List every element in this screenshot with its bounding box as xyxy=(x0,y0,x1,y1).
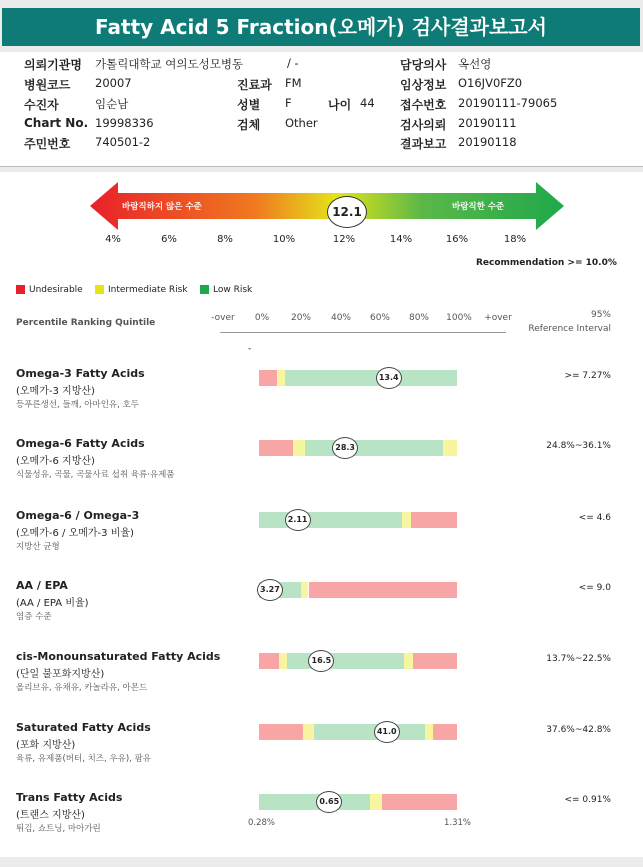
legend-undesirable-label: Undesirable xyxy=(29,285,83,295)
result-marker: 3.27 xyxy=(257,579,283,601)
dept-label: 진료과 xyxy=(237,78,272,92)
intermediate-zone xyxy=(279,653,287,669)
intermediate-zone xyxy=(277,370,285,386)
ref-header-line2: Reference Interval xyxy=(528,324,611,334)
quintile-bar xyxy=(259,653,457,669)
reference-interval: 37.6%~42.8% xyxy=(546,725,611,735)
row-korean-name: (단일 불포화지방산) xyxy=(16,669,105,680)
clinical-value: O16JV0FZ0 xyxy=(458,76,523,90)
age-label: 나이 xyxy=(328,98,352,112)
intermediate-zone xyxy=(303,724,315,740)
row-korean-name: (오메가-3 지방산) xyxy=(16,386,95,397)
quintile-bar xyxy=(259,582,457,598)
gauge-tick-label: 10% xyxy=(272,234,296,245)
report-body xyxy=(0,172,643,857)
undesirable-zone xyxy=(382,794,457,810)
scale-tick-label: -over xyxy=(211,313,235,323)
chart-value: 19998336 xyxy=(95,116,154,130)
collector-label: 수진자 xyxy=(24,98,59,112)
percentile-label: Percentile Ranking Quintile xyxy=(16,318,156,328)
sex-value: F xyxy=(285,96,292,110)
scale-tick-label: 40% xyxy=(330,313,351,323)
row-title: Omega-3 Fatty Acids xyxy=(16,367,145,380)
reference-interval: 24.8%~36.1% xyxy=(546,441,611,451)
undesirable-swatch xyxy=(16,285,25,294)
specimen-value: Other xyxy=(285,116,318,130)
age-value: 44 xyxy=(360,96,375,110)
result-marker: 16.5 xyxy=(308,650,334,672)
receipt-label: 접수번호 xyxy=(400,98,447,112)
slash-value: / - xyxy=(287,56,299,70)
row-description: 등푸른생선, 들깨, 아마인유, 호두 xyxy=(16,400,139,410)
report-value: 20190118 xyxy=(458,135,517,149)
request-value: 20190111 xyxy=(458,116,517,130)
undesirable-zone xyxy=(413,653,457,669)
low-risk-zone xyxy=(314,724,425,740)
row-description: 지방산 균형 xyxy=(16,542,60,552)
legend-intermediate-label: Intermediate Risk xyxy=(108,285,188,295)
intermediate-zone xyxy=(404,653,414,669)
intermediate-zone xyxy=(370,794,382,810)
intermediate-zone xyxy=(425,724,433,740)
row-description: 식물성유, 곡물, 곡물사료 섭취 육류·유제품 xyxy=(16,470,175,480)
gauge-tick-label: 18% xyxy=(503,234,527,245)
undesirable-zone xyxy=(259,724,303,740)
id-label: 주민번호 xyxy=(24,137,71,151)
patient-header xyxy=(0,52,643,167)
gauge-right-text: 바람직한 수준 xyxy=(452,202,505,212)
sex-label: 성별 xyxy=(237,98,261,112)
intermediate-zone xyxy=(293,440,305,456)
gauge-tick-label: 4% xyxy=(105,234,121,245)
report-title: Fatty Acid 5 Fraction(오메가) 검사결과보고서 xyxy=(2,8,640,46)
undesirable-zone xyxy=(309,582,458,598)
low-risk-zone xyxy=(259,512,402,528)
chart-label: Chart No. xyxy=(24,116,89,130)
gauge-tick-label: 8% xyxy=(217,234,233,245)
quintile-bar xyxy=(259,724,457,740)
reference-interval: 13.7%~22.5% xyxy=(546,654,611,664)
gauge-tick-label: 16% xyxy=(445,234,469,245)
row-korean-name: (오메가-6 지방산) xyxy=(16,456,95,467)
result-marker: 0.65 xyxy=(316,791,342,813)
row-korean-name: (오메가-6 / 오메가-3 비율) xyxy=(16,528,134,539)
intermediate-zone xyxy=(301,582,309,598)
row-description: 튀김, 쇼트닝, 마아가린 xyxy=(16,824,101,834)
low-swatch xyxy=(200,285,209,294)
row-korean-name: (AA / EPA 비율) xyxy=(16,598,89,609)
gauge-value: 12.1 xyxy=(327,196,367,228)
row-title: cis-Monounsaturated Fatty Acids xyxy=(16,650,221,663)
scale-tick-label: 100% xyxy=(446,313,472,323)
scale-tick-label: 60% xyxy=(369,313,390,323)
row-description: 염증 수준 xyxy=(16,612,52,622)
quintile-bar xyxy=(259,794,457,810)
result-marker: 13.4 xyxy=(376,367,402,389)
scale-tick-label: +over xyxy=(484,313,512,323)
undesirable-zone xyxy=(259,653,279,669)
code-value: 20007 xyxy=(95,76,132,90)
reference-interval: <= 4.6 xyxy=(578,513,611,523)
clinical-label: 임상정보 xyxy=(400,78,447,92)
undesirable-zone xyxy=(411,512,457,528)
ref-header-line1: 95% xyxy=(590,310,611,320)
receipt-value: 20190111-79065 xyxy=(458,96,558,110)
code-label: 병원코드 xyxy=(24,78,71,92)
specimen-label: 검체 xyxy=(237,118,261,132)
scale-dash: - xyxy=(248,344,252,354)
scale-tick-label: 80% xyxy=(408,313,429,323)
scale-tick-label: 0% xyxy=(254,313,270,323)
hospital-value: 가톨릭대학교 여의도성모병동 xyxy=(95,57,244,71)
row-title: AA / EPA xyxy=(16,579,68,592)
intermediate-zone xyxy=(402,512,412,528)
omega3-index-gauge xyxy=(90,182,564,230)
reference-interval: >= 7.27% xyxy=(564,371,611,381)
gauge-tick-label: 14% xyxy=(389,234,413,245)
report-label: 결과보고 xyxy=(400,137,447,151)
intermediate-swatch xyxy=(95,285,104,294)
reference-interval: <= 0.91% xyxy=(564,795,611,805)
reference-interval: <= 9.0 xyxy=(578,583,611,593)
legend-undesirable xyxy=(16,285,83,295)
trans-min-label: 0.28% xyxy=(248,818,276,828)
id-value: 740501-2 xyxy=(95,135,151,149)
low-risk-zone xyxy=(259,794,370,810)
gauge-left-text: 바람직하지 않은 수준 xyxy=(122,202,202,212)
doctor-label: 담당의사 xyxy=(400,58,447,72)
intermediate-zone xyxy=(443,440,457,456)
gauge-tick-label: 12% xyxy=(332,234,356,245)
row-title: Omega-6 / Omega-3 xyxy=(16,509,140,522)
row-description: 올리브유, 유채유, 카놀라유, 아몬드 xyxy=(16,683,148,693)
legend-low xyxy=(200,285,252,295)
result-marker: 28.3 xyxy=(332,437,358,459)
row-korean-name: (포화 지방산) xyxy=(16,740,76,751)
row-description: 육류, 유제품(버터, 치즈, 우유), 팜유 xyxy=(16,754,151,764)
quintile-bar xyxy=(259,370,457,386)
scale-tick-label: 20% xyxy=(290,313,311,323)
scale-axis xyxy=(220,332,506,333)
request-label: 검사의뢰 xyxy=(400,118,447,132)
doctor-value: 옥선영 xyxy=(458,57,492,71)
result-marker: 2.11 xyxy=(285,509,311,531)
trans-max-label: 1.31% xyxy=(444,818,472,828)
undesirable-zone xyxy=(259,440,293,456)
quintile-bar xyxy=(259,512,457,528)
undesirable-zone xyxy=(259,370,277,386)
recommendation: Recommendation >= 10.0% xyxy=(476,258,617,268)
undesirable-zone xyxy=(433,724,457,740)
quintile-bar xyxy=(259,440,457,456)
result-marker: 41.0 xyxy=(374,721,400,743)
row-title: Trans Fatty Acids xyxy=(16,791,123,804)
row-korean-name: (트랜스 지방산) xyxy=(16,810,85,821)
dept-value: FM xyxy=(285,76,302,90)
row-title: Omega-6 Fatty Acids xyxy=(16,437,145,450)
low-risk-zone xyxy=(287,653,404,669)
low-risk-zone xyxy=(305,440,444,456)
row-title: Saturated Fatty Acids xyxy=(16,721,151,734)
legend-low-label: Low Risk xyxy=(213,285,253,295)
gauge-tick-label: 6% xyxy=(161,234,177,245)
hospital-label: 의뢰기관명 xyxy=(24,58,82,72)
collector-value: 임순남 xyxy=(95,97,129,111)
low-risk-zone xyxy=(285,370,457,386)
legend-intermediate xyxy=(95,285,188,295)
